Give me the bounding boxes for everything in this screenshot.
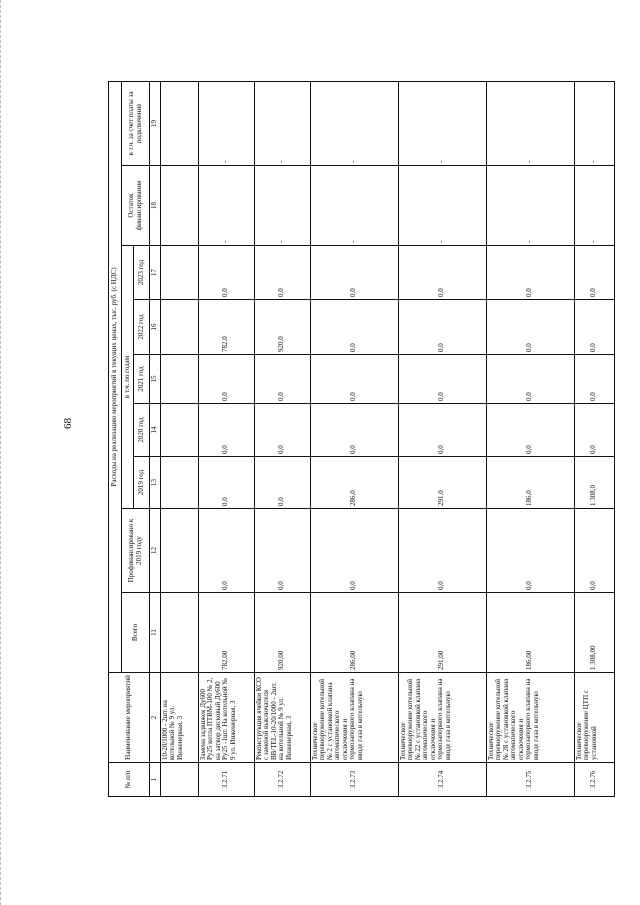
col-number: 16 (150, 300, 161, 355)
table-row (254, 81, 310, 796)
cell-y2019: 0,0 (254, 457, 310, 509)
col-number: 18 (150, 166, 161, 246)
cell-num: 3.2.73 (310, 763, 398, 797)
cell-y2020 (160, 404, 198, 457)
table-row (310, 81, 398, 796)
cell-pre: 0,0 (486, 509, 574, 593)
cell-pre: 0,0 (254, 509, 310, 593)
cell-y2023 (160, 246, 198, 300)
cell-total: 1 308,00 (574, 593, 614, 673)
col-number: 14 (150, 404, 161, 457)
cell-name: Техническое перевооружение котельной № 2 с установкой клапана автоматического отключения и термозапорного клапана на вводе газа в котельную (310, 673, 398, 763)
table-row (198, 81, 254, 796)
cell-y2020: 0,0 (310, 404, 398, 457)
cell-pre: 0,0 (574, 509, 614, 593)
cell-y2021: 0,0 (198, 355, 254, 404)
cell-y2023: 0,0 (398, 246, 486, 300)
cell-num: 3.2.74 (398, 763, 486, 797)
header-by-years: в т.ч. по годам (122, 246, 134, 509)
cell-rem: - (398, 166, 486, 246)
header-y2021: 2021 год (134, 355, 150, 404)
cell-y2022: 0,0 (398, 300, 486, 355)
cell-y2020: 0,0 (574, 404, 614, 457)
cell-conn: - (310, 81, 398, 165)
cell-y2021: 0,0 (310, 355, 398, 404)
col-number: 19 (150, 81, 161, 165)
cell-y2019: 291,0 (398, 457, 486, 509)
table-row (160, 81, 198, 796)
col-number: 17 (150, 246, 161, 300)
cell-name: Техническое перевооружение котельной № 22 с установкой клапана автоматического отключения и термозапорного клапана на вводе газа в котельную (398, 673, 486, 763)
cell-name: Замена задвижек Ду600 Ру25 котла ПТВМ-100 № 2, на затвор дисковый Ду600 Ру25 -1шт. На котельной № 9 ул. Инженерная, 3 (198, 673, 254, 763)
cell-y2022: 0,0 (310, 300, 398, 355)
cell-name: Реконструкция ячейки КСО с заменой выключателя ВВ/TEL-10-20/1000 - 2шт. на котельной № 9 ул. Инженерная, 3 (254, 673, 310, 763)
cell-y2023: 0,0 (254, 246, 310, 300)
table-row (398, 81, 486, 796)
cell-name: Техническое перевооружение котельной № 28 с установкой клапана автоматического отключения и термозапорного клапана на вводе газа в котельную (486, 673, 574, 763)
cell-rem: - (254, 166, 310, 246)
col-number: 15 (150, 355, 161, 404)
cell-y2019 (160, 457, 198, 509)
header-expenses: Расходы на реализацию мероприятий в текущих ценах, тыс. руб. (с НДС) (109, 81, 122, 672)
cell-name: Техническое перевооружение ЦТП с установкой (574, 673, 614, 763)
cell-rem (160, 166, 198, 246)
page-number: 68 (62, 418, 74, 429)
cell-pre: 0,0 (310, 509, 398, 593)
rotated-table-container (108, 82, 598, 797)
cell-y2020: 0,0 (254, 404, 310, 457)
cell-y2023: 0,0 (198, 246, 254, 300)
cell-y2021: 0,0 (574, 355, 614, 404)
table-row (486, 81, 574, 796)
cell-num: 3.2.76 (574, 763, 614, 797)
cell-y2022: 920,0 (254, 300, 310, 355)
cell-y2023: 0,0 (310, 246, 398, 300)
cell-y2021: 0,0 (486, 355, 574, 404)
cell-num: 3.2.71 (198, 763, 254, 797)
cell-conn: - (574, 81, 614, 165)
cell-total: 782,00 (198, 593, 254, 673)
page-edge-marks (0, 0, 9, 905)
col-number: 12 (150, 509, 161, 593)
cell-pre (160, 509, 198, 593)
cell-total (160, 593, 198, 673)
cell-total: 291,00 (398, 593, 486, 673)
cell-y2022: 782,0 (198, 300, 254, 355)
cell-name: 10-20/1000 - 2шт. на котельной № 9 ул. Инженерная, 3 (160, 673, 198, 763)
cell-pre: 0,0 (398, 509, 486, 593)
header-y2022: 2022 год (134, 300, 150, 355)
header-y2023: 2023 год (134, 246, 150, 300)
cell-y2022: 0,0 (574, 300, 614, 355)
header-connection: в т.ч. за счет платы за подключение (122, 81, 150, 165)
col-number: 2 (150, 673, 161, 763)
cell-y2021: 0,0 (254, 355, 310, 404)
cell-y2022 (160, 300, 198, 355)
cell-conn: - (254, 81, 310, 165)
col-number: 13 (150, 457, 161, 509)
expenses-table (108, 81, 615, 797)
cell-rem: - (198, 166, 254, 246)
cell-rem: - (574, 166, 614, 246)
cell-y2020: 0,0 (486, 404, 574, 457)
cell-pre: 0,0 (198, 509, 254, 593)
cell-y2019: 186,0 (486, 457, 574, 509)
cell-total: 186,00 (486, 593, 574, 673)
cell-y2021 (160, 355, 198, 404)
cell-rem: - (486, 166, 574, 246)
cell-conn: - (486, 81, 574, 165)
cell-conn (160, 81, 198, 165)
col-number: 11 (150, 593, 161, 673)
cell-total: 286,00 (310, 593, 398, 673)
header-num: № п/п (109, 763, 150, 797)
cell-y2023: 0,0 (486, 246, 574, 300)
header-name: Наименование мероприятий (109, 673, 150, 763)
cell-num (160, 763, 198, 797)
cell-y2023: 0,0 (574, 246, 614, 300)
cell-y2019: 1 308,0 (574, 457, 614, 509)
cell-conn: - (198, 81, 254, 165)
header-total: Всего (122, 593, 150, 673)
cell-y2020: 0,0 (198, 404, 254, 457)
cell-num: 3.2.75 (486, 763, 574, 797)
cell-num: 3.2.72 (254, 763, 310, 797)
cell-conn: - (398, 81, 486, 165)
cell-y2019: 0,0 (198, 457, 254, 509)
col-number: 1 (150, 763, 161, 797)
cell-rem: - (310, 166, 398, 246)
table-row (574, 81, 614, 796)
column-numbers-row (150, 81, 161, 796)
header-remainder: Остаток финансирования (122, 166, 150, 246)
cell-y2022: 0,0 (486, 300, 574, 355)
cell-total: 920,00 (254, 593, 310, 673)
header-prefinance: Профинансировано к 2019 году (122, 509, 150, 593)
cell-y2020: 0,0 (398, 404, 486, 457)
header-y2019: 2019 год (134, 457, 150, 509)
cell-y2019: 286,0 (310, 457, 398, 509)
cell-y2021: 0,0 (398, 355, 486, 404)
header-y2020: 2020 год (134, 404, 150, 457)
